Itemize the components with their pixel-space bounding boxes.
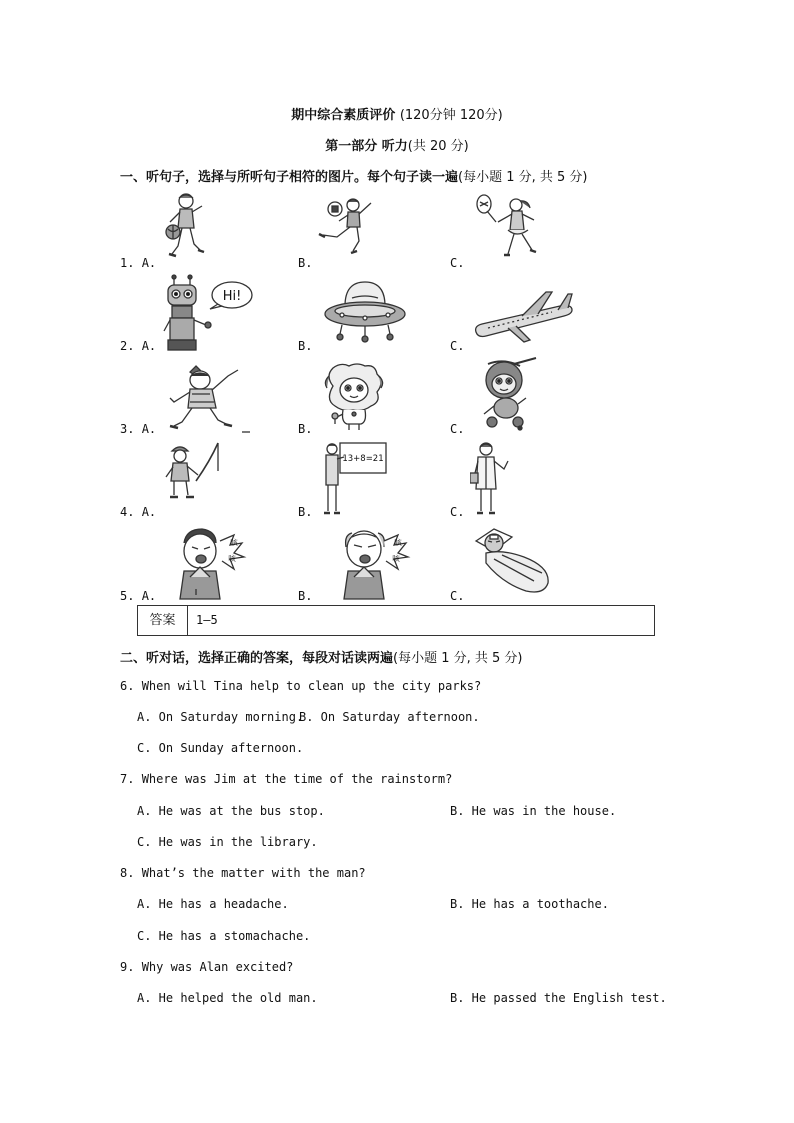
q6-option-a: A. On Saturday morning. [137, 710, 304, 724]
doctor-image [470, 439, 514, 517]
answer-range: 1—5 [196, 613, 218, 627]
q4-option-b: B. [298, 505, 313, 519]
sick-child-in-bed-image [472, 527, 554, 597]
fisherman-image [162, 441, 222, 501]
coughing-man-image [176, 527, 248, 601]
q8-option-a: A. He has a headache. [137, 897, 289, 911]
q3-option-c: C. [450, 422, 465, 436]
soccer-player-image [315, 195, 377, 257]
q7-option-c: C. He was in the library. [137, 835, 318, 849]
q2-option-b: B. [298, 339, 313, 353]
part-score: (共 20 分) [407, 139, 469, 154]
q4-label: 4. A. [120, 505, 157, 519]
q6-option-c: C. On Sunday afternoon. [137, 741, 304, 755]
math-teacher-image [318, 439, 388, 517]
q1-option-b: B. [298, 256, 313, 270]
q6-option-b: B. On Saturday afternoon. [299, 710, 480, 724]
q5-option-b: B. [298, 589, 313, 603]
q1-option-c: C. [450, 256, 465, 270]
q5-option-c: C. [450, 589, 465, 603]
cough-text-1: 咳 [230, 538, 238, 547]
q3-option-b: B. [298, 422, 313, 436]
q7-option-a: A. He was at the bus stop. [137, 804, 325, 818]
calabash-brother-image [166, 362, 256, 434]
basketball-player-image [160, 192, 210, 264]
question-9: 9. Why was Alan excited? [120, 960, 294, 974]
cough-text-4: 咳 [392, 554, 400, 563]
q8-option-c: C. He has a stomachache. [137, 929, 311, 943]
q8-option-b: B. He has a toothache. [450, 897, 609, 911]
question-8: 8. What’s the matter with the man? [120, 866, 366, 880]
page-title: 期中综合素质评价 (120分钟 120分) [291, 108, 503, 123]
q4-option-c: C. [450, 505, 465, 519]
q2-option-c: C. [450, 339, 465, 353]
question-7: 7. Where was Jim at the time of the rainstorm? [120, 772, 453, 786]
question-6: 6. When will Tina help to clean up the city parks? [120, 679, 482, 693]
part-title: 第一部分 听力(共 20 分) [325, 139, 469, 154]
answer-box [137, 605, 655, 636]
ufo-image [320, 276, 410, 346]
coughing-old-man-image [340, 527, 412, 601]
q1-label: 1. A. [120, 256, 157, 270]
section1-heading: 一、听句子，选择与所听句子相符的图片。每个句子读一遍(每小题 1 分, 共 5 分) [120, 170, 588, 185]
blackboard-text: 13+8=21 [342, 454, 384, 464]
speech-bubble-text: Hi! [222, 289, 242, 304]
section2-heading: 二、听对话，选择正确的答案，每段对话读两遍(每小题 1 分, 共 5 分) [120, 651, 523, 666]
sheep-cartoon-image [323, 362, 385, 432]
title-time-score: (120分钟 120分) [399, 108, 503, 123]
q7-option-b: B. He was in the house. [450, 804, 617, 818]
airplane-image [472, 288, 576, 346]
cough-text-2: 咳 [228, 554, 236, 563]
q3-label: 3. A. [120, 422, 157, 436]
monkey-cartoon-image [470, 356, 542, 432]
answer-label: 答案 [138, 606, 188, 635]
q5-label: 5. A. [120, 589, 157, 603]
q2-label: 2. A. [120, 339, 157, 353]
q9-option-a: A. He helped the old man. [137, 991, 318, 1005]
tennis-player-image [472, 194, 544, 262]
robot-image [160, 273, 255, 353]
q9-option-b: B. He passed the English test. [450, 991, 667, 1005]
cough-text-3: 咳 [394, 538, 402, 547]
